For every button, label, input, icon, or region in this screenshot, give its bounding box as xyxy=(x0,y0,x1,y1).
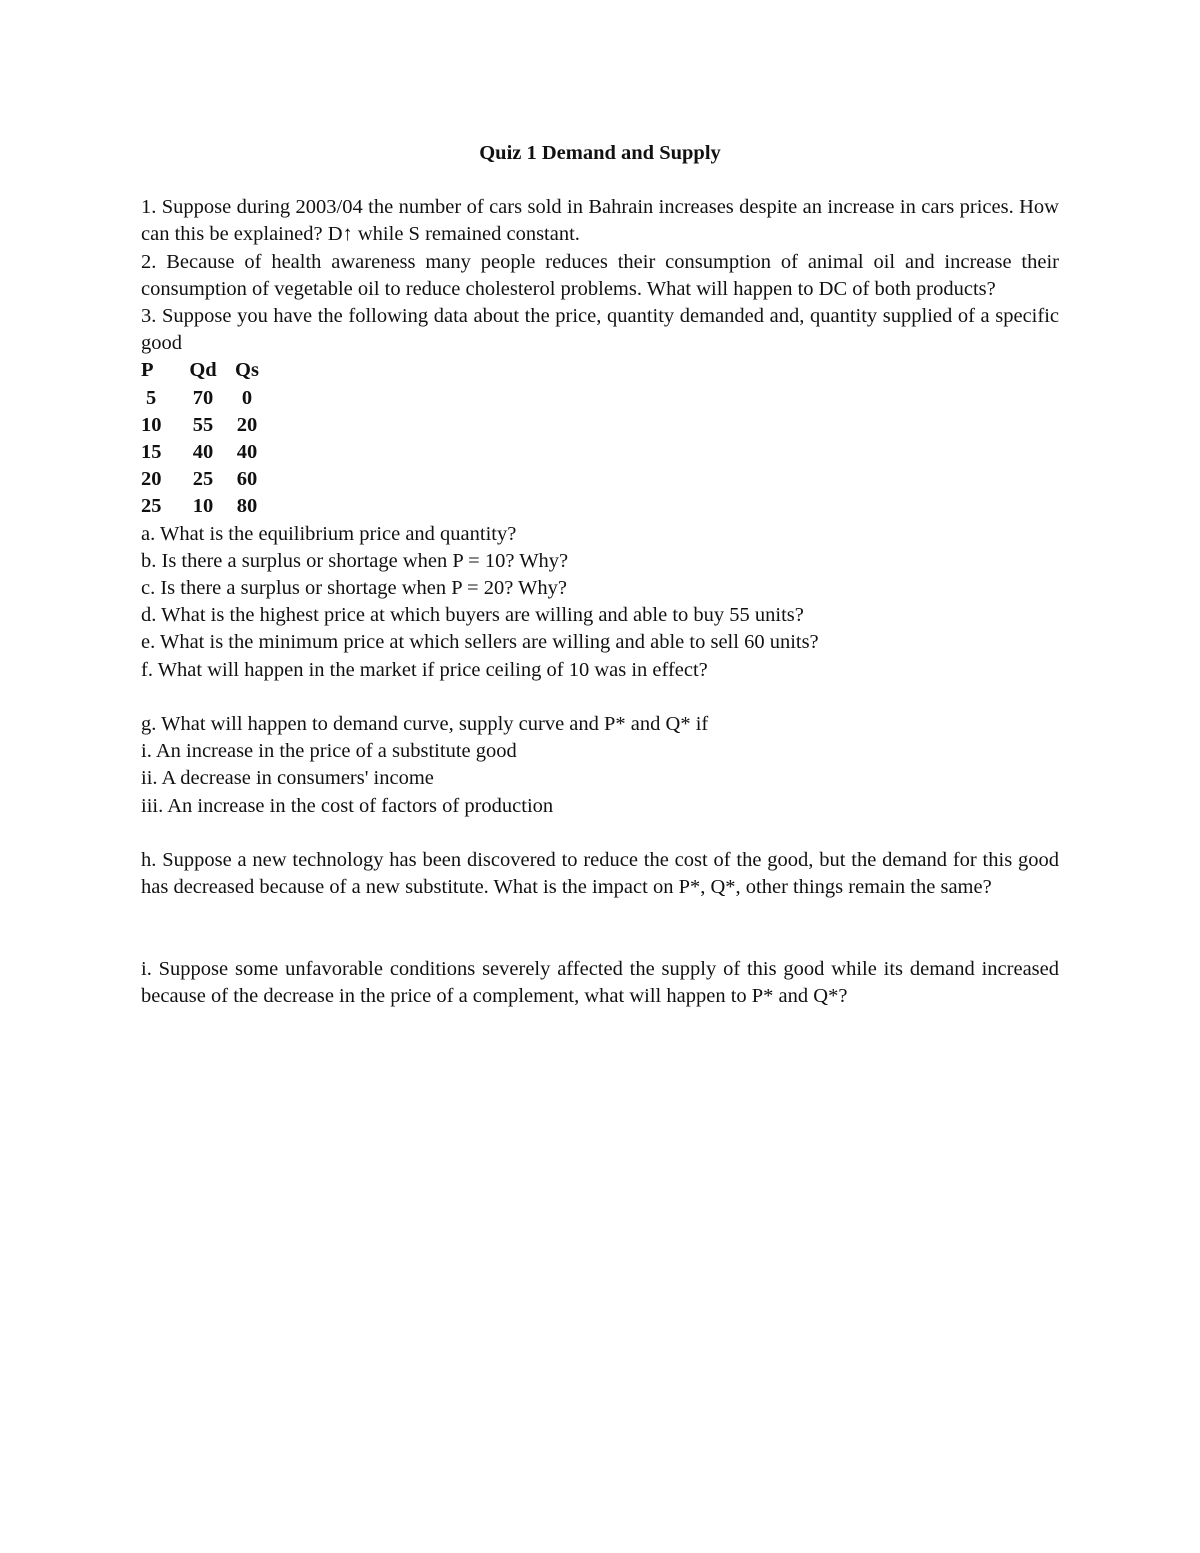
question-2: 2. Because of health awareness many people reduces their consumption of animal oil and increase their consumption of vegetable oil to reduce cholesterol problems. What will happen to DC of both products? xyxy=(141,250,1059,300)
part-b: b. Is there a surplus or shortage when P = 10? Why? xyxy=(141,549,569,572)
part-g: g. What will happen to demand curve, supply curve and P* and Q* if xyxy=(141,713,709,736)
price-quantity-table xyxy=(141,357,262,520)
part-i: i. Suppose some unfavorable conditions severely affected the supply of this good while its demand increased because of the decrease in the price of a complement, what will happen to P* and Q*? xyxy=(141,957,1059,1008)
part-c: c. Is there a surplus or shortage when P = 20? Why? xyxy=(141,577,568,600)
part-f: f. What will happen in the market if price ceiling of 10 was in effect? xyxy=(141,658,708,681)
table-cell: 80 xyxy=(236,495,258,518)
table-cell: 20 xyxy=(236,413,258,436)
document-page xyxy=(141,140,1059,1010)
table-cell: 25 xyxy=(141,495,162,518)
table-row xyxy=(141,493,262,520)
table-cell: 40 xyxy=(192,441,214,464)
table-cell: 40 xyxy=(236,441,258,464)
table-cell: 15 xyxy=(141,441,162,464)
part-g-i: i. An increase in the price of a substitute good xyxy=(141,740,517,763)
table-row xyxy=(141,466,262,493)
spacer xyxy=(141,820,1059,847)
table-cell: 70 xyxy=(192,386,214,409)
part-e: e. What is the minimum price at which sellers are willing and able to sell 60 units? xyxy=(141,631,819,654)
part-a: a. What is the equilibrium price and quantity? xyxy=(141,522,517,545)
table-cell: 10 xyxy=(192,495,214,518)
spacer xyxy=(141,684,1059,711)
table-row xyxy=(141,385,262,412)
table-cell: 60 xyxy=(236,468,258,491)
table-cell: 20 xyxy=(141,468,162,491)
table-cell: 55 xyxy=(192,413,214,436)
question-3: 3. Suppose you have the following data about the price, quantity demanded and, quantity supplied of a specific good xyxy=(141,305,1059,355)
table-cell: 10 xyxy=(141,413,162,436)
spacer xyxy=(141,901,1059,955)
table-header-qd: Qd xyxy=(189,359,217,382)
page-title: Quiz 1 Demand and Supply xyxy=(479,142,721,164)
part-g-iii: iii. An increase in the cost of factors of production xyxy=(141,794,554,817)
table-cell: 0 xyxy=(241,386,253,409)
table-row xyxy=(141,412,262,439)
table-cell: 5 xyxy=(146,386,157,409)
table-header-row xyxy=(141,357,262,384)
question-1: 1. Suppose during 2003/04 the number of cars sold in Bahrain increases despite an increase in cars prices. How can this be explained? D↑ while S remained constant. xyxy=(141,196,1059,246)
table-cell: 25 xyxy=(192,468,214,491)
part-g-ii: ii. A decrease in consumers' income xyxy=(141,767,434,790)
table-row xyxy=(141,439,262,466)
part-h: h. Suppose a new technology has been discovered to reduce the cost of the good, but the demand for this good has decreased because of a new substitute. What is the impact on P*, Q*, other things remain the same? xyxy=(141,849,1059,899)
part-d: d. What is the highest price at which buyers are willing and able to buy 55 units? xyxy=(141,604,804,627)
table-header-qs: Qs xyxy=(235,359,259,382)
table-header-p: P xyxy=(141,359,154,382)
